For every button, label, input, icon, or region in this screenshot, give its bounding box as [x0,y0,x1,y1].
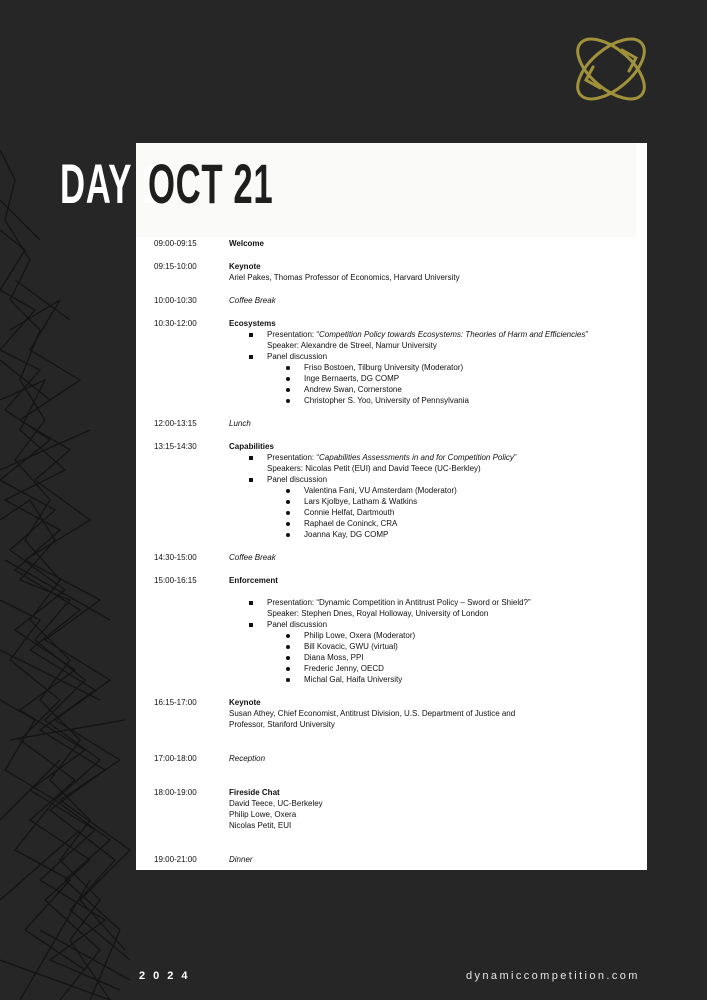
panelist-item: Michal Gal, Haifa University [229,674,634,685]
schedule-slot [154,753,634,764]
panelist-item: Connie Helfat, Dartmouth [229,507,634,518]
session-item [229,351,634,362]
session-speaker: Speaker: Alexandre de Streel, Namur University [267,341,437,350]
slot-title: Capabilities [229,442,274,451]
panelist-item: Diana Moss, PPI [229,652,634,663]
slot-time: 13:15-14:30 [154,442,197,451]
slot-title: Lunch [229,419,251,428]
presentation-suffix: ” [513,453,517,462]
slot-title: Ecosystems [229,319,276,328]
schedule-slot [154,238,634,249]
slot-detail-line: Susan Athey, Chief Economist, Antitrust Division, U.S. Department of Justice and [229,709,516,718]
slot-time: 14:30-15:00 [154,553,197,562]
slot-content [229,295,634,306]
session-item [229,452,634,474]
slot-content [229,575,634,685]
agenda-page [136,143,647,870]
slot-content [229,441,634,540]
panelist-item: Andrew Swan, Cornerstone [229,384,634,395]
slot-content [229,854,634,865]
circular-arrows-logo-icon [566,24,656,114]
schedule-slot [154,575,634,685]
slot-time: 16:15-17:00 [154,698,197,707]
schedule-list [154,238,634,865]
slot-content [229,238,634,249]
slot-time: 10:00-10:30 [154,296,197,305]
day-title: DAY 1 [60,152,162,215]
session-item-text: Panel discussion [267,620,328,629]
slot-time: 10:30-12:00 [154,319,197,328]
session-item-text: Panel discussion [267,352,328,361]
presentation-prefix: Presentation: “ [267,453,320,462]
presentation-title: Competition Policy towards Ecosystems: Theories of Harm and Efficiencies [319,330,586,339]
footer-year: 2024 [139,970,196,982]
presentation-suffix: ” [585,330,589,339]
panelist-item: Frederic Jenny, OECD [229,663,634,674]
presentation-title: Capabilities Assessments in and for Competition Policy [319,453,514,462]
slot-title: Coffee Break [229,553,276,562]
slot-title: Reception [229,754,266,763]
session-item [229,329,634,351]
slot-content [229,318,634,406]
session-item-text [267,329,634,340]
panelist-item: Bill Kovacic, GWU (virtual) [229,641,634,652]
panelist-item: Christopher S. Yoo, University of Pennsylvania [229,395,634,406]
slot-title: Dinner [229,855,253,864]
schedule-slot [154,418,634,429]
panelist-item: Joanna Kay, DG COMP [229,529,634,540]
schedule-slot [154,295,634,306]
slot-title: Fireside Chat [229,788,280,797]
session-item-text: Presentation: “Dynamic Competition in Antitrust Policy – Sword or Shield?” [267,598,531,607]
slot-time: 15:00-16:15 [154,576,197,585]
date-title: OCT 21 [148,152,274,215]
schedule-slot [154,854,634,865]
slot-content [229,418,634,429]
slot-content [229,787,634,831]
slot-title: Keynote [229,262,261,271]
slot-content [229,261,634,283]
slot-time: 18:00-19:00 [154,788,197,797]
slot-detail-line: Professor, Stanford University [229,720,335,729]
schedule-slot [154,441,634,540]
panelist-item: Inge Bernaerts, DG COMP [229,373,634,384]
schedule-slot [154,318,634,406]
panelist-item: Lars Kjolbye, Latham & Watkins [229,496,634,507]
session-speaker: Speakers: Nicolas Petit (EUI) and David Teece (UC-Berkley) [267,464,481,473]
slot-title: Keynote [229,698,261,707]
slot-content [229,753,634,764]
panelist-item: Valentina Fani, VU Amsterdam (Moderator) [229,485,634,496]
session-item-text: Panel discussion [267,475,328,484]
panelist-item: Philip Lowe, Oxera (Moderator) [229,630,634,641]
session-item-text [267,452,634,463]
slot-time: 19:00-21:00 [154,855,197,864]
session-item [229,619,634,630]
panelist-item: Friso Bostoen, Tilburg University (Moderator) [229,362,634,373]
presentation-prefix: Presentation: “ [267,330,320,339]
footer-website-link[interactable]: dynamiccompetition.com [466,970,640,982]
slot-title: Enforcement [229,576,278,585]
slot-time: 09:00-09:15 [154,239,197,248]
schedule-slot [154,552,634,563]
slot-spacer [229,586,634,597]
slot-detail-line: Ariel Pakes, Thomas Professor of Economics, Harvard University [229,273,460,282]
session-speaker: Speaker: Stephen Dnes, Royal Holloway, University of London [267,609,489,618]
slot-content [229,552,634,563]
schedule-slot [154,697,634,730]
schedule-slot [154,787,634,831]
session-item [229,597,634,619]
session-item [229,474,634,485]
slot-time: 12:00-13:15 [154,419,197,428]
slot-content [229,697,634,730]
slot-time: 17:00-18:00 [154,754,197,763]
slot-detail-line: Philip Lowe, Oxera [229,810,297,819]
slot-detail-line: Nicolas Petit, EUI [229,821,292,830]
panelist-item: Raphael de Coninck, CRA [229,518,634,529]
slot-title: Welcome [229,239,264,248]
slot-time: 09:15-10:00 [154,262,197,271]
slot-detail-line: David Teece, UC-Berkeley [229,799,323,808]
slot-title: Coffee Break [229,296,276,305]
schedule-slot [154,261,634,283]
